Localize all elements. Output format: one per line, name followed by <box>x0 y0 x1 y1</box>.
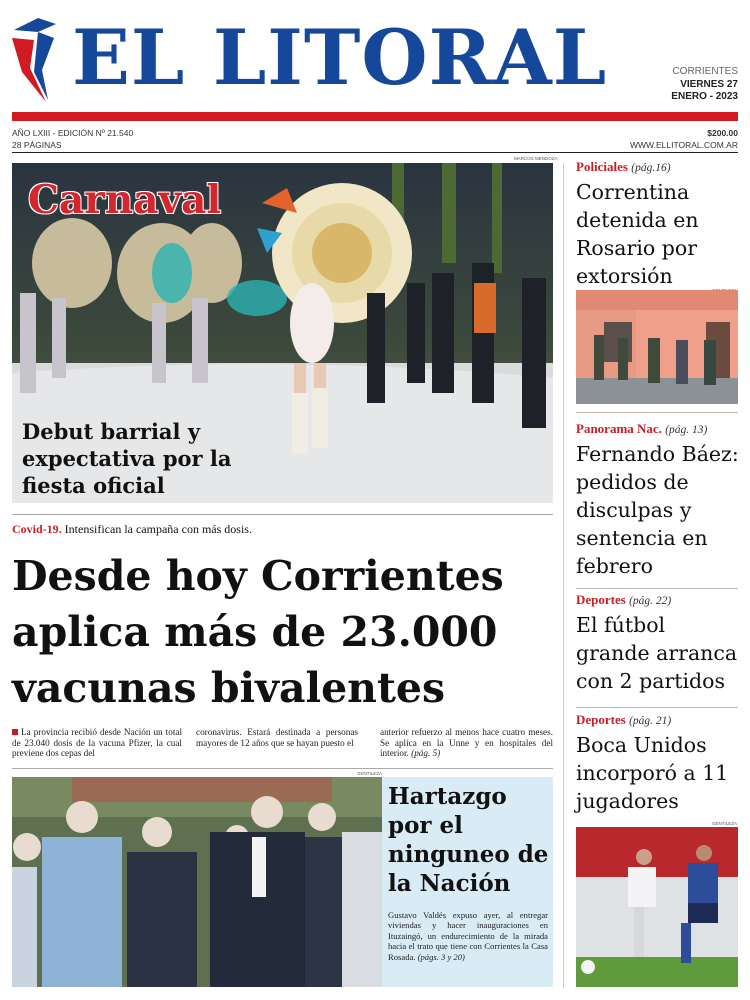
hartazgo-body: Gustavo Valdés expuso ayer, al entregar viviendas y hacer inauguraciones en Ituzaingó, un endurecimiento de la mirada hacia el trato que tiene con Corrientes la Casa Rosada. (págs. 3 y 20) <box>388 910 548 962</box>
column-divider <box>563 163 564 988</box>
section-divider <box>576 588 738 589</box>
bullet-square-icon <box>12 729 18 735</box>
deportes-kicker-1: Deportes (pág. 22) <box>576 592 672 607</box>
politics-photo[interactable] <box>12 777 382 987</box>
main-headline[interactable]: Desde hoy Corrientes aplica más de 23.000 vacunas bivalentes <box>12 552 504 712</box>
date-city: CORRIENTES <box>672 66 738 77</box>
panorama-kicker: Panorama Nac. (pág. 13) <box>576 421 708 436</box>
date-month: ENERO - 2023 <box>671 91 738 102</box>
section-divider <box>12 514 553 515</box>
covid-kicker-label: Covid-19. <box>12 522 62 536</box>
covid-body-col1: La provincia recibió desde Nación un total de 23.040 dosis de la vacuna Pfizer, la cual previene dos cepas del <box>12 727 182 758</box>
photo-credit: MARCOS MENDOZA <box>514 156 558 161</box>
carnaval-caption[interactable]: Debut barrial y expectativa por la fiesta oficial <box>22 419 232 498</box>
covid-body-col2: coronavirus. Estará destinada a personas mayores de 12 años que se hayan puesto el <box>196 727 358 748</box>
covid-body-col3: anterior refuerzo al menos hace cuatro meses. Se aplica en la Unne y en hospitales del interior. (pág. 5) <box>380 727 553 758</box>
masthead-red-rule <box>12 112 738 121</box>
hartazgo-headline[interactable]: Hartazgo por el ninguneo de la Nación <box>388 783 549 897</box>
section-divider <box>576 707 738 708</box>
price: $200.00 <box>707 128 738 138</box>
section-divider <box>576 412 738 413</box>
date-day: VIERNES 27 <box>680 79 738 90</box>
covid-kicker <box>12 522 252 537</box>
masthead-title: EL LITORAL <box>72 13 608 102</box>
deportes-kicker-2: Deportes (pág. 21) <box>576 712 672 727</box>
panorama-headline[interactable]: Fernando Báez: pedidos de disculpas y sentencia en febrero <box>576 442 739 578</box>
police-photo[interactable] <box>576 290 738 404</box>
section-divider <box>12 768 553 769</box>
photo-credit: GENTILEZA <box>357 771 383 776</box>
policiales-headline[interactable]: Correntina detenida en Rosario por extorsión <box>576 180 699 288</box>
carnaval-label: Carnaval <box>28 177 222 223</box>
masthead-divider <box>12 152 738 153</box>
deportes-headline-2[interactable]: Boca Unidos incorporó a 11 jugadores <box>576 733 729 813</box>
edition-line: AÑO LXIII - EDICIÓN Nº 21.540 <box>12 128 134 138</box>
page-ref: (págs. 3 y 20) <box>417 951 465 962</box>
pages-count: 28 PÁGINAS <box>12 140 62 150</box>
deportes-headline-1[interactable]: El fútbol grande arranca con 2 partidos <box>576 613 738 693</box>
covid-kicker-text: Intensifican la campaña con más dosis. <box>64 522 252 536</box>
website: WWW.ELLITORAL.COM.AR <box>630 140 738 150</box>
logo-bird-icon <box>8 10 60 105</box>
policiales-kicker: Policiales (pág.16) <box>576 159 671 174</box>
football-photo[interactable] <box>576 827 738 987</box>
page-ref: (pág. 5) <box>411 748 441 758</box>
photo-credit: GENTILEZA <box>712 821 738 826</box>
